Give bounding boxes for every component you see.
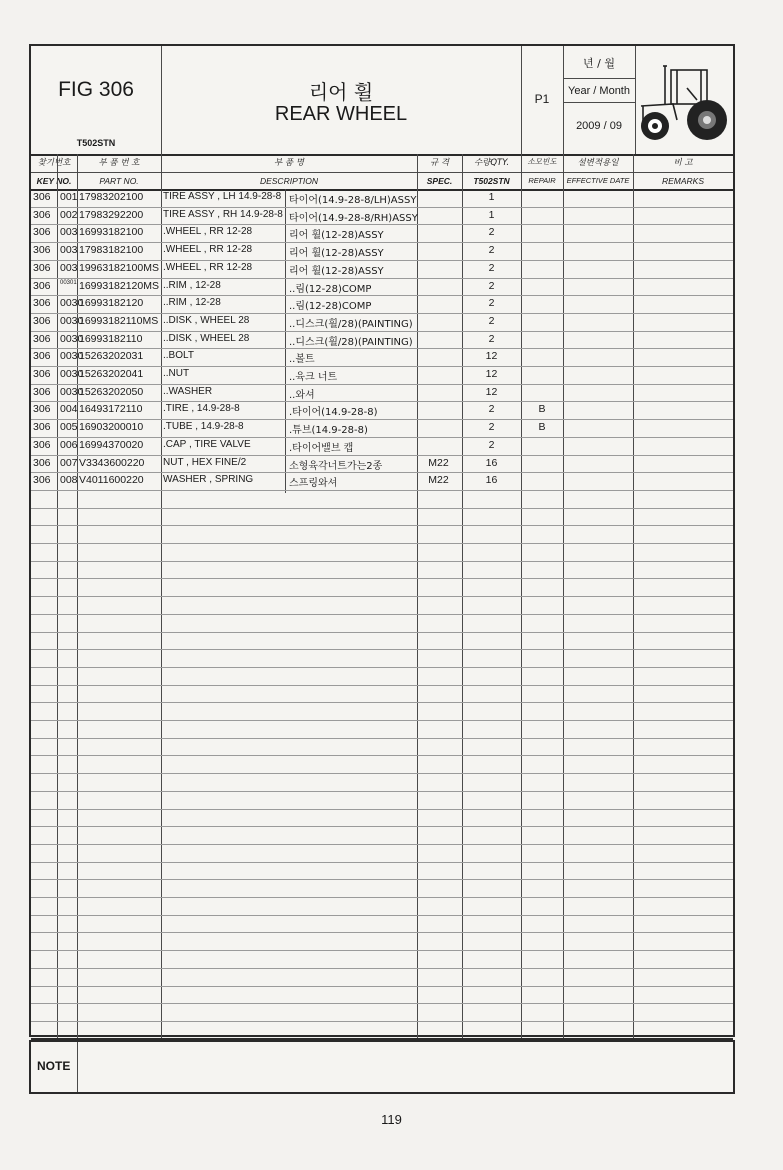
model-code: T502STN bbox=[76, 138, 116, 148]
description-korean-cell: ..림(12-28)COMP bbox=[289, 301, 372, 313]
parts-catalog-sheet bbox=[29, 44, 735, 1037]
note-label: NOTE bbox=[37, 1059, 71, 1073]
quantity-header-korean: 수량QTY. bbox=[473, 158, 510, 168]
part-number-cell: 16994370020 bbox=[79, 438, 144, 451]
row-rule bbox=[31, 844, 733, 845]
figure-number-cell: 306 bbox=[33, 279, 51, 292]
row-rule bbox=[31, 1021, 733, 1022]
year-month-label-korean: 년 / 월 bbox=[583, 57, 615, 70]
quantity-cell: 12 bbox=[485, 350, 498, 363]
remarks-header-korean: 비 고 bbox=[673, 158, 693, 168]
figure-number-cell: 306 bbox=[33, 208, 51, 221]
table-row bbox=[31, 224, 733, 242]
table-row bbox=[31, 207, 733, 225]
table-row bbox=[31, 331, 733, 349]
quantity-cell: 1 bbox=[488, 191, 495, 203]
page-title: REAR WHEEL bbox=[274, 103, 408, 125]
table-row bbox=[31, 437, 733, 455]
part-number-cell: 16993182120 bbox=[79, 297, 144, 310]
key-number-cell: 0030 bbox=[60, 332, 84, 345]
figure-label: FIG 306 bbox=[58, 78, 134, 101]
figure-number-cell: 306 bbox=[33, 314, 51, 327]
description-korean-cell: 소형육각너트가는2종 bbox=[289, 460, 383, 472]
description-cell: .WHEEL , RR 12-28 bbox=[163, 261, 253, 273]
row-rule bbox=[31, 685, 733, 686]
part-number-cell: 17983292200 bbox=[79, 208, 144, 221]
figure-number-cell: 306 bbox=[33, 474, 51, 487]
row-rule bbox=[31, 968, 733, 969]
key-number-cell: 003 bbox=[60, 261, 78, 274]
key-number-cell: 004 bbox=[60, 403, 78, 416]
quantity-cell: 2 bbox=[488, 421, 495, 434]
repair-header-korean: 소모빈도 bbox=[527, 157, 557, 166]
figure-number-cell: 306 bbox=[33, 297, 51, 310]
description-header-korean: 부 품 명 bbox=[273, 158, 305, 168]
description-cell: ..DISK , WHEEL 28 bbox=[163, 314, 250, 326]
figure-number-cell: 306 bbox=[33, 456, 51, 469]
year-month-value: 2009 / 09 bbox=[576, 120, 622, 132]
part-number-cell: V4011600220 bbox=[79, 474, 144, 487]
table-row bbox=[31, 366, 733, 384]
part-number-cell: 15263202031 bbox=[79, 350, 144, 363]
description-cell: ..RIM , 12-28 bbox=[163, 297, 221, 309]
description-korean-cell: .튜브(14.9-28-8) bbox=[289, 425, 368, 437]
row-rule bbox=[31, 773, 733, 774]
quantity-cell: 2 bbox=[488, 438, 495, 451]
quantity-cell: 16 bbox=[485, 456, 498, 469]
key-number-cell: 008 bbox=[60, 474, 78, 487]
table-row bbox=[31, 278, 733, 296]
quantity-cell: 2 bbox=[488, 244, 495, 257]
part-number-cell: 16493172110 bbox=[79, 403, 143, 416]
quantity-cell: 2 bbox=[488, 332, 495, 345]
figure-number-cell: 306 bbox=[33, 244, 51, 257]
description-cell: ..RIM , 12-28 bbox=[163, 279, 221, 291]
description-cell: .WHEEL , RR 12-28 bbox=[163, 226, 253, 238]
key-number-cell: 003 bbox=[60, 244, 78, 257]
year-month-label: Year / Month bbox=[568, 85, 630, 97]
quantity-header: T502STN bbox=[473, 176, 510, 186]
row-rule bbox=[31, 862, 733, 863]
description-korean-cell: 리어 휠(12-28)ASSY bbox=[289, 248, 384, 260]
description-cell: TIRE ASSY , LH 14.9-28-8 bbox=[163, 191, 282, 202]
key-number-cell: 001 bbox=[60, 191, 78, 203]
description-cell: WASHER , SPRING bbox=[163, 474, 254, 486]
quantity-cell: 12 bbox=[485, 385, 498, 398]
repair-cell: B bbox=[538, 403, 546, 416]
part-number-cell: 16993182110 bbox=[79, 332, 143, 345]
description-korean-cell: 리어 휠(12-28)ASSY bbox=[289, 230, 384, 242]
description-cell: ..DISK , WHEEL 28 bbox=[163, 332, 250, 344]
quantity-cell: 16 bbox=[485, 474, 498, 487]
key-number-cell: 0030 bbox=[60, 385, 84, 398]
key-number-cell: 00301 bbox=[60, 279, 77, 286]
row-rule bbox=[31, 561, 733, 562]
description-korean-cell: 스프링와셔 bbox=[289, 478, 338, 490]
row-rule bbox=[31, 879, 733, 880]
table-row bbox=[31, 472, 733, 490]
part-number-cell: V3343600220 bbox=[79, 456, 145, 469]
spec-header: SPEC. bbox=[426, 176, 453, 186]
key-number-header: KEY NO. bbox=[36, 176, 72, 186]
key-number-cell: 006 bbox=[60, 438, 78, 451]
key-number-cell: 0030 bbox=[60, 368, 84, 380]
quantity-cell: 2 bbox=[488, 403, 495, 416]
repair-header: REPAIR bbox=[528, 176, 556, 185]
description-cell: TIRE ASSY , RH 14.9-28-8 bbox=[163, 208, 283, 220]
figure-number-cell: 306 bbox=[33, 368, 51, 380]
remarks-header: REMARKS bbox=[661, 176, 705, 186]
part-number-cell: 17983202100 bbox=[79, 191, 144, 203]
description-korean-cell: ..육크 너트 bbox=[289, 372, 338, 383]
description-korean-cell: ..디스크(휠/28)(PAINTING) bbox=[289, 318, 413, 330]
quantity-cell: 2 bbox=[488, 279, 495, 292]
part-number-cell: 15263202050 bbox=[79, 385, 144, 398]
description-korean-cell: ..디스크(휠/28)(PAINTING) bbox=[289, 336, 413, 348]
figure-number-cell: 306 bbox=[33, 403, 51, 416]
effective-date-header: EFFECTIVE DATE bbox=[566, 176, 630, 185]
description-cell: ..NUT bbox=[163, 368, 190, 379]
row-rule bbox=[31, 543, 733, 544]
row-rule bbox=[31, 632, 733, 633]
table-row bbox=[31, 313, 733, 331]
table-row bbox=[31, 384, 733, 402]
table-row bbox=[31, 401, 733, 419]
key-number-header-korean: 찾기번호 bbox=[37, 158, 71, 168]
row-rule bbox=[31, 614, 733, 615]
row-rule bbox=[31, 578, 733, 579]
quantity-cell: 2 bbox=[488, 226, 495, 239]
row-rule bbox=[31, 702, 733, 703]
description-korean-cell: .타이어(14.9-28-8) bbox=[289, 407, 378, 419]
row-rule bbox=[31, 490, 733, 491]
figure-number-cell: 306 bbox=[33, 438, 51, 451]
row-rule bbox=[31, 932, 733, 933]
table-row bbox=[31, 260, 733, 278]
part-number-header-korean: 부 품 번 호 bbox=[98, 158, 140, 168]
part-number-header: PART NO. bbox=[99, 176, 139, 186]
part-number-cell: 16993182100 bbox=[79, 226, 144, 239]
description-cell: ..WASHER bbox=[163, 385, 213, 397]
row-rule bbox=[31, 791, 733, 792]
row-rule bbox=[31, 897, 733, 898]
row-rule bbox=[31, 738, 733, 739]
figure-number-cell: 306 bbox=[33, 385, 51, 398]
table-row bbox=[31, 295, 733, 313]
key-number-cell: 0030 bbox=[60, 297, 84, 310]
part-number-cell: 16993182110MS bbox=[79, 314, 159, 327]
description-cell: .WHEEL , RR 12-28 bbox=[163, 244, 253, 256]
page-title-korean: 리어 휠 bbox=[308, 80, 374, 104]
figure-number-cell: 306 bbox=[33, 350, 51, 363]
part-number-cell: 16903200010 bbox=[79, 421, 144, 434]
quantity-cell: 2 bbox=[488, 297, 495, 310]
figure-number-cell: 306 bbox=[33, 261, 51, 274]
table-row bbox=[31, 348, 733, 366]
description-cell: NUT , HEX FINE/2 bbox=[163, 456, 247, 468]
key-number-cell: 0030 bbox=[60, 350, 84, 363]
figure-number-cell: 306 bbox=[33, 421, 51, 434]
figure-number-cell: 306 bbox=[33, 332, 51, 345]
description-cell: ..BOLT bbox=[163, 350, 194, 362]
description-korean-cell: ..볼트 bbox=[289, 354, 315, 366]
spec-header-korean: 규 격 bbox=[429, 158, 450, 168]
row-rule bbox=[31, 649, 733, 650]
key-number-cell: 007 bbox=[60, 456, 78, 469]
row-rule bbox=[31, 1003, 733, 1004]
key-number-cell: 002 bbox=[60, 208, 78, 221]
table-row bbox=[31, 455, 733, 473]
table-row bbox=[31, 419, 733, 437]
row-rule bbox=[31, 915, 733, 916]
table-row bbox=[31, 189, 733, 207]
row-rule bbox=[31, 525, 733, 526]
spec-cell: M22 bbox=[428, 474, 449, 487]
figure-number-cell: 306 bbox=[33, 191, 51, 203]
description-korean-cell: ..와셔 bbox=[289, 389, 315, 401]
description-korean-cell: ..림(12-28)COMP bbox=[289, 283, 372, 295]
page-number: 119 bbox=[381, 1112, 402, 1127]
part-number-cell: 17983182100 bbox=[79, 244, 144, 257]
part-number-cell: 16993182120MS bbox=[79, 279, 159, 292]
row-rule bbox=[31, 720, 733, 721]
description-cell: .TIRE , 14.9-28-8 bbox=[163, 403, 240, 415]
key-number-cell: 005 bbox=[60, 421, 78, 434]
table-row bbox=[31, 242, 733, 260]
description-header: DESCRIPTION bbox=[259, 176, 319, 186]
quantity-cell: 12 bbox=[485, 368, 498, 380]
tractor-icon bbox=[637, 62, 731, 144]
quantity-cell: 2 bbox=[488, 261, 495, 274]
row-rule bbox=[31, 508, 733, 509]
part-number-cell: 15263202041 bbox=[79, 368, 144, 380]
spec-cell: M22 bbox=[428, 456, 449, 469]
description-korean-cell: 타이어(14.9-28-8/LH)ASSY bbox=[289, 195, 417, 206]
row-rule bbox=[31, 809, 733, 810]
row-rule bbox=[31, 596, 733, 597]
part-number-cell: 19963182100MS bbox=[79, 261, 159, 274]
row-rule bbox=[31, 755, 733, 756]
key-number-cell: 003 bbox=[60, 226, 78, 239]
quantity-cell: 1 bbox=[488, 208, 495, 221]
row-rule bbox=[31, 667, 733, 668]
row-rule bbox=[31, 826, 733, 827]
page-code: P1 bbox=[534, 92, 550, 106]
description-korean-cell: 타이어(14.9-28-8/RH)ASSY bbox=[289, 212, 418, 224]
figure-number-cell: 306 bbox=[33, 226, 51, 239]
note-box bbox=[29, 1040, 735, 1094]
key-number-cell: 0030 bbox=[60, 314, 84, 327]
description-cell: .CAP , TIRE VALVE bbox=[163, 438, 251, 450]
row-rule bbox=[31, 950, 733, 951]
row-rule bbox=[31, 986, 733, 987]
effective-date-header-korean: 설변적용일 bbox=[577, 158, 619, 168]
quantity-cell: 2 bbox=[488, 314, 495, 327]
description-cell: .TUBE , 14.9-28-8 bbox=[163, 421, 244, 433]
repair-cell: B bbox=[538, 421, 546, 434]
description-korean-cell: 리어 휠(12-28)ASSY bbox=[289, 265, 384, 277]
description-korean-cell: .타이어밸브 캡 bbox=[289, 442, 354, 454]
